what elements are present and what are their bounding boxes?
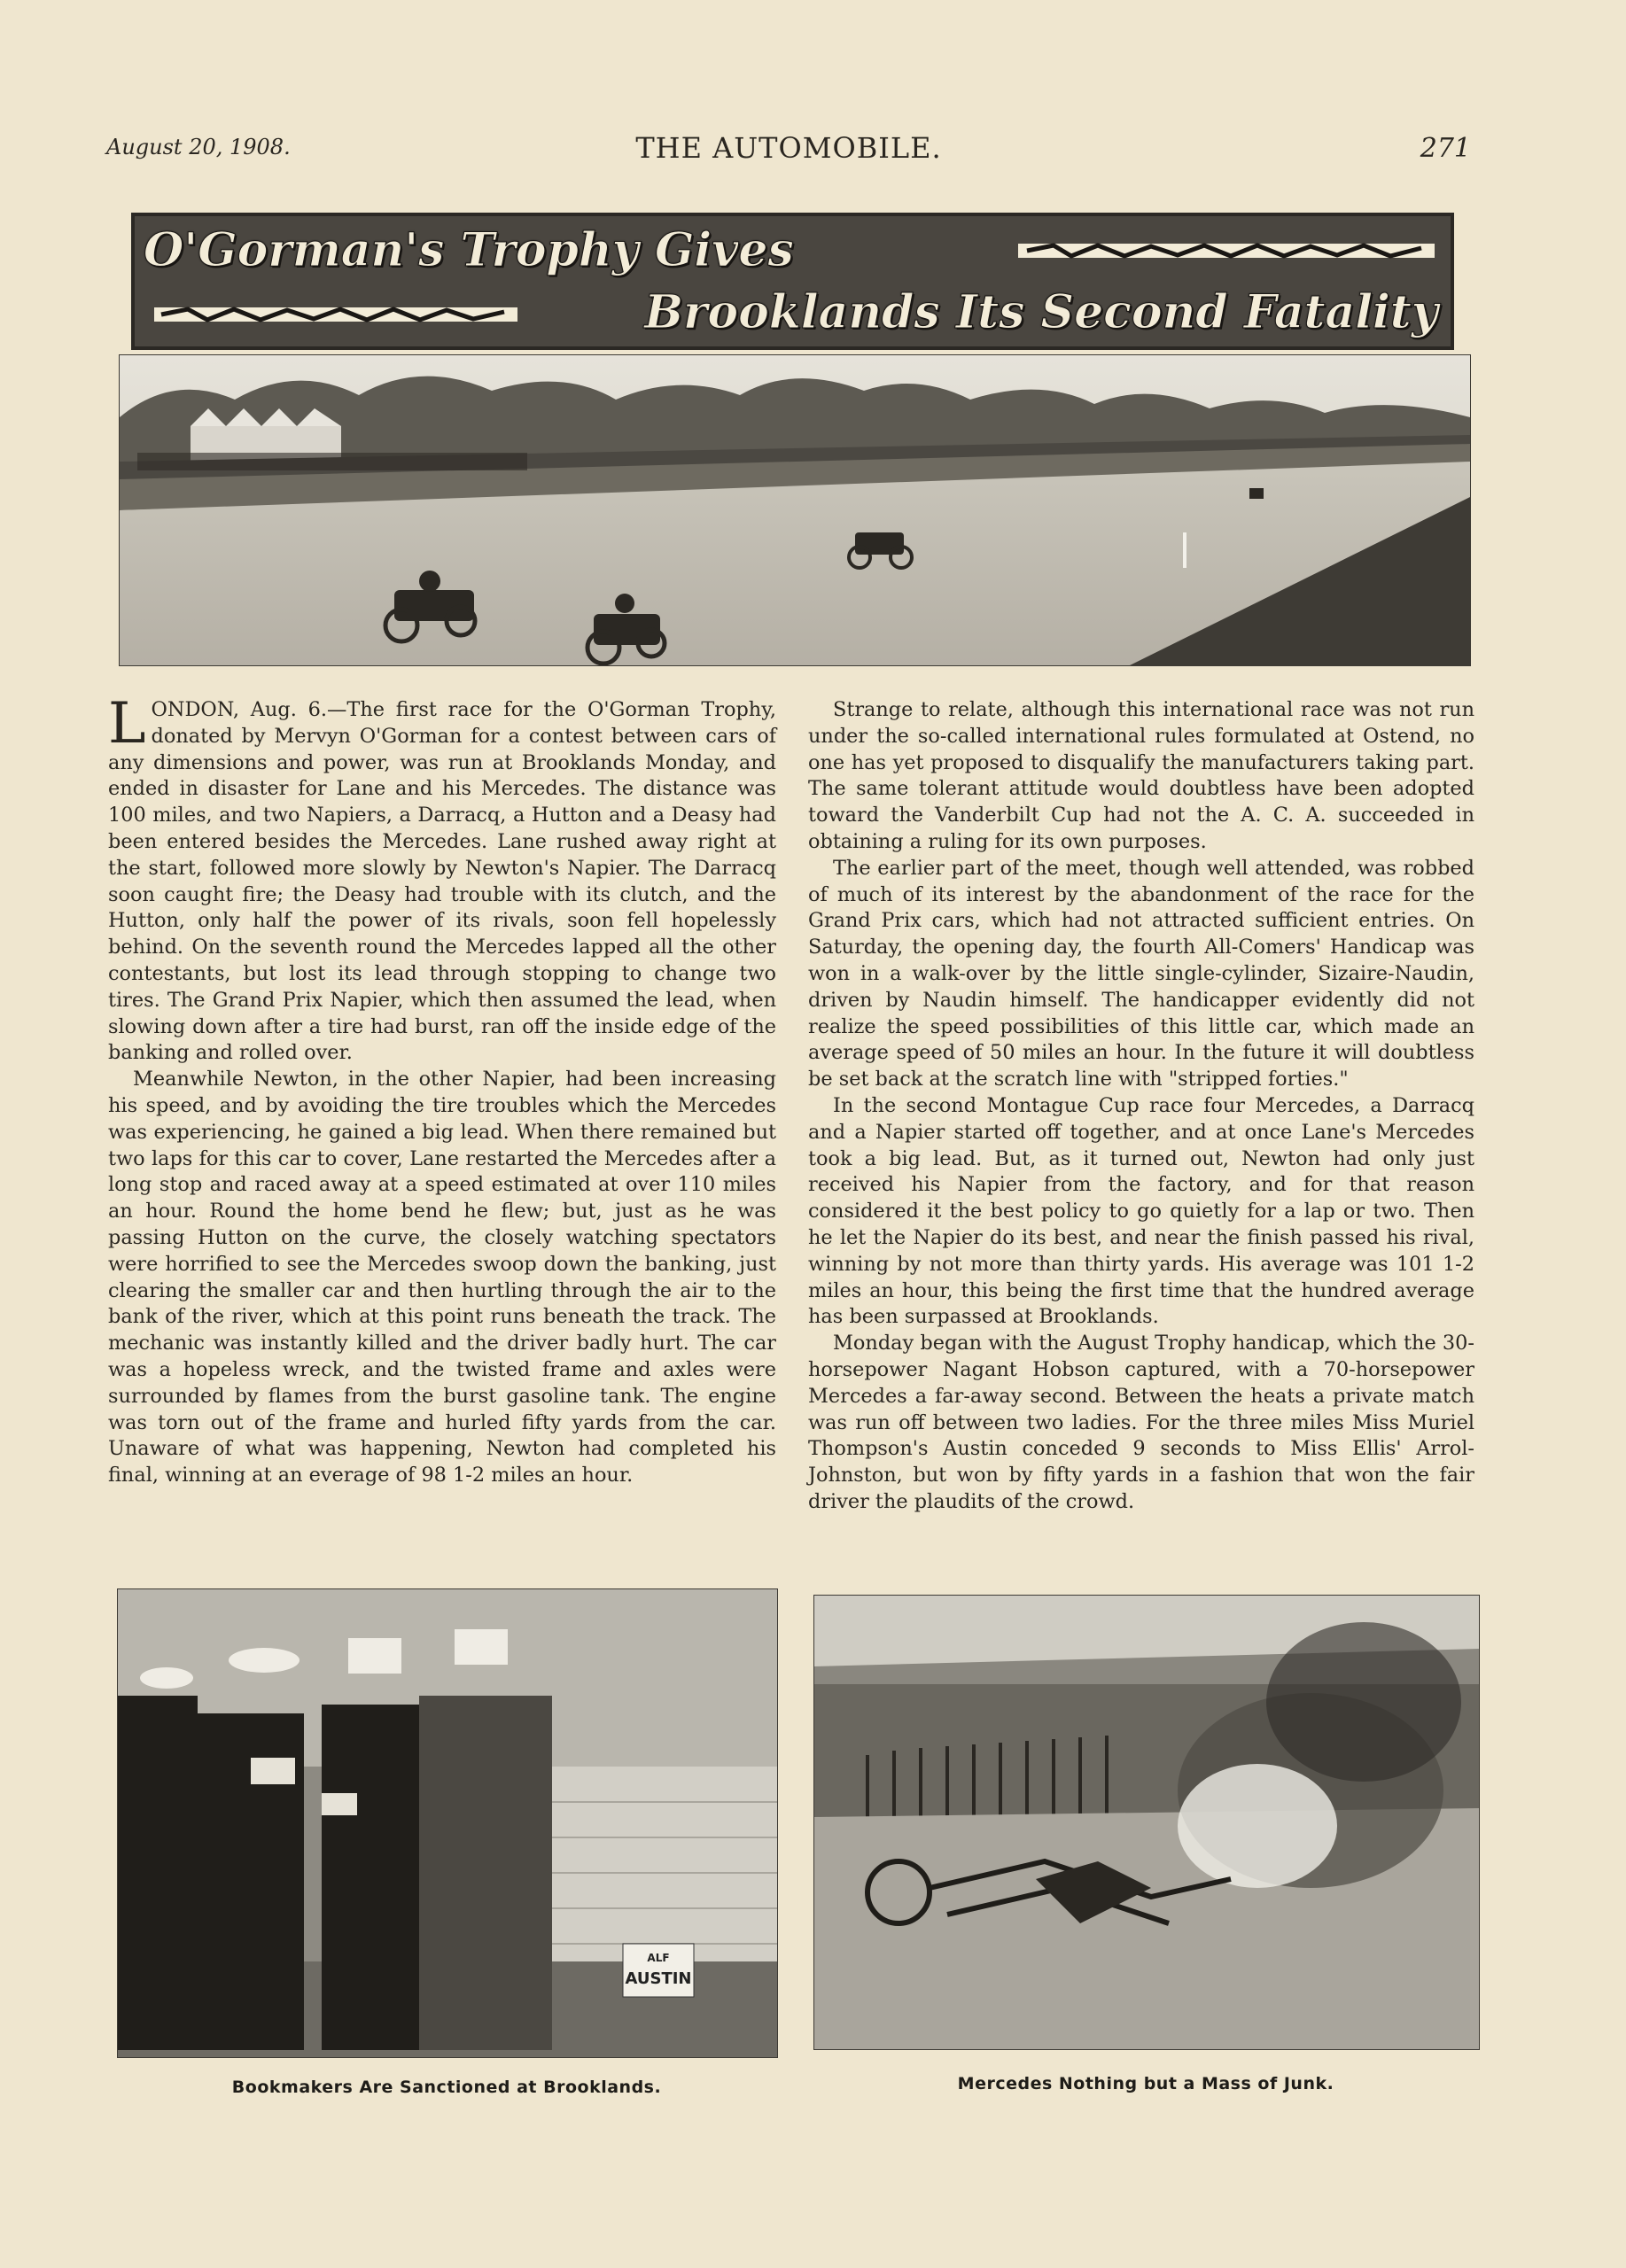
- headline-line-2: Brooklands Its Second Fatality: [644, 285, 1438, 339]
- article-paragraph: In the second Montague Cup race four Mercedes, a Darracq and a Napier started off together, and at once Lane's Mercedes took a big lead. But, as it turned out, Newton had only just received his Napier from the factory, and for that reason considered it the best policy to go quietly for a lap or two. Then he let the Napier do its best, and near the finish passed his rival, winning by not more than thirty yards. His average was 101 1-2 miles an hour, this being the first time that the hundred average has been surpassed at Brooklands.: [808, 1093, 1474, 1329]
- wreck-photo: [813, 1595, 1480, 2050]
- article-paragraph: [108, 691, 776, 1067]
- ornament-right: [1018, 241, 1435, 260]
- headline-line-1: O'Gorman's Trophy Gives: [144, 223, 794, 277]
- page-number: 271: [1420, 133, 1471, 164]
- article-paragraph: The earlier part of the meet, though well attended, was robbed of much of its interest by the abandonment of the race for the Grand Prix cars, which had not attracted sufficient entries. On Saturday, the opening day, the fourth All-Comers' Handicap was won in a walk-over by the little single-cylinder, Sizaire-Naudin, driven by Naudin himself. The handicapper evidently did not realize the speed possibilities of this little car, which made an average speed of 50 miles an hour. In the future it will doubtless be set back at the scratch line with "stripped forties.": [808, 856, 1474, 1091]
- drop-cap: L: [108, 691, 146, 757]
- article-paragraph: Strange to relate, although this international race was not run under the so-called international rules formulated at Ostend, no one has yet proposed to disqualify the manufacturers taking part. The same tolerant attitude would doubtless have been adopted toward the Vanderbilt Cup had not the A. C. A. succeeded in obtaining a ruling for its own purposes.: [808, 698, 1474, 853]
- ornament-left: [154, 305, 517, 324]
- article-paragraph: Monday began with the August Trophy handicap, which the 30-horsepower Nagant Hobson captured, with a 70-horsepower Mercedes a far-away second. Between the heats a private match was run off between two ladies. For the three miles Miss Muriel Thompson's Austin conceded 9 seconds to Miss Ellis' Arrol-Johnston, but won by fifty yards in a fashion that won the fair driver the plaudits of the crowd.: [808, 1332, 1474, 1513]
- article-paragraph: Meanwhile Newton, in the other Napier, had been increasing his speed, and by avoiding the tire troubles which the Mercedes was experiencing, he gained a big lead. When there remained but two laps for this car to cover, Lane restarted the Mercedes after a long stop and raced away at a speed estimated at over 110 miles an hour. Round the home bend he flew; but, just as he was passing Hutton on the curve, the closely watching spectators were horrified to see the Mercedes swoop down the banking, just clearing the smaller car and then hurtling through the air to the bank of the river, which at this point runs beneath the track. The mechanic was instantly killed and the driver badly hurt. The car was a hopeless wreck, and the twisted frame and axles were surrounded by flames from the burst gasoline tank. The engine was torn out of the frame and hurled fifty yards from the car. Unaware of what was happening, Newton had completed his final, winning at an everage of 98 1-2 miles an hour.: [108, 1068, 776, 1487]
- running-head: [106, 131, 1471, 167]
- publication-title: THE AUTOMOBILE.: [635, 131, 942, 165]
- caption-wreck: Mercedes Nothing but a Mass of Junk.: [957, 2074, 1334, 2093]
- article-column-left: [108, 691, 776, 1489]
- sign-text-alf: ALF: [647, 1952, 670, 1964]
- race-track-photo: [119, 354, 1471, 666]
- paragraph-text: ONDON, Aug. 6.—The first race for the O'Gorman Trophy, donated by Mervyn O'Gorman for a contest between cars of any dimensions and power, was run at Brooklands Monday, and ended in disaster for Lane and his Mercedes. The distance was 100 miles, and two Napiers, a Darracq, a Hutton and a Deasy had been entered besides the Mercedes. Lane rushed away right at the start, followed more slowly by Newton's Napier. The Darracq soon caught fire; the Deasy had trouble with its clutch, and the Hutton, only half the power of its rivals, soon fell hopelessly behind. On the seventh round the Mercedes lapped all the other contestants, but lost its lead through stopping to change two tires. The Grand Prix Napier, which then assumed the lead, when slowing down after a tire had burst, ran off the inside edge of the banking and rolled over.: [108, 698, 776, 1065]
- caption-bookmakers: Bookmakers Are Sanctioned at Brooklands.: [231, 2078, 662, 2097]
- issue-date: August 20, 1908.: [106, 135, 291, 159]
- bookmakers-photo: [117, 1588, 778, 2058]
- article-column-right: [808, 697, 1474, 1516]
- sign-text-austin: AUSTIN: [625, 1969, 692, 1988]
- headline-banner: [131, 213, 1454, 350]
